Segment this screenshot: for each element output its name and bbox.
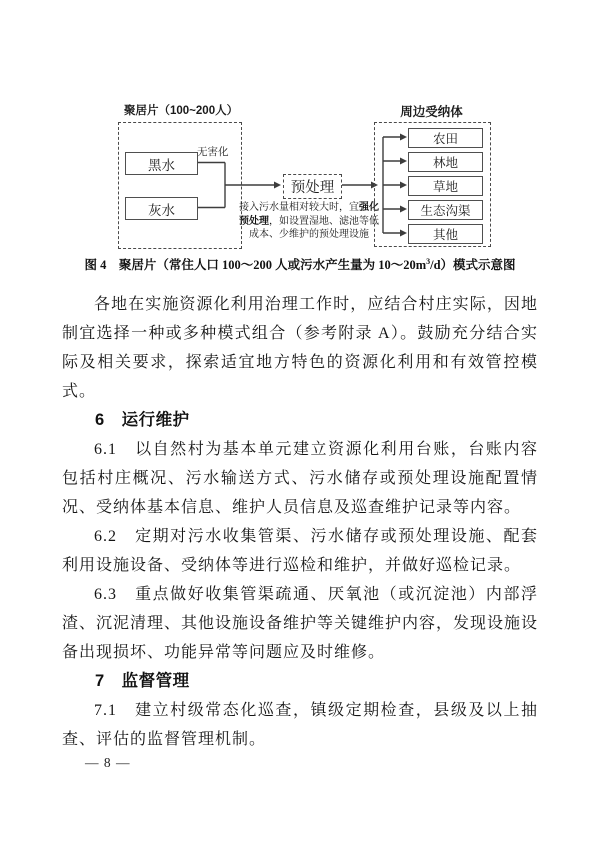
section-7-heading: 7 监督管理 <box>95 672 190 690</box>
settlement-dashed-box <box>118 122 242 249</box>
note-text: ，如设置湿地、滤池等低 <box>269 215 379 227</box>
caption-text: /d）模式示意图 <box>430 258 516 272</box>
note-text-bold: 强化 <box>359 202 379 213</box>
caption-superscript: 3 <box>426 256 431 266</box>
note-line-2 <box>234 215 384 229</box>
figure-4-diagram <box>0 0 600 255</box>
pretreatment-note <box>234 201 384 242</box>
section-6-heading: 6 运行维护 <box>95 411 190 429</box>
figure-caption <box>0 255 600 273</box>
pretreatment-box: 预处理 <box>283 174 342 199</box>
clause-7-1: 7.1 建立村级常态化巡查，镇级定期检查，县级及以上抽查、评估的监督管理机制。 <box>62 702 538 748</box>
clause-6-2: 6.2 定期对污水收集管渠、污水储存或预处理设施、配套利用设施设备、受纳体等进行巡检和维护，并做好巡检记录。 <box>62 528 538 574</box>
receptor-box-grassland: 草地 <box>408 176 483 196</box>
graywater-box: 灰水 <box>125 197 198 220</box>
note-line-3 <box>234 228 384 242</box>
receptor-box-forest: 林地 <box>408 152 483 172</box>
clause-6-3: 6.3 重点做好收集管渠疏通、厌氧池（或沉淀池）内部浮渣、沉泥清理、其他设施设备维护等关键维护内容，发现设施设备出现损坏、功能异常等问题应及时维修。 <box>62 586 539 661</box>
left-group-title: 聚居片（100~200人） <box>124 105 239 117</box>
clause-6-1: 6.1 以自然村为基本单元建立资源化利用台账，台账内容包括村庄概况、污水输送方式、污水储存或预处理设施配置情况、受纳体基本信息、维护人员信息及巡查维护记录等内容。 <box>62 441 538 516</box>
harmless-treatment-label: 无害化 <box>197 146 229 158</box>
intro-paragraph: 各地在实施资源化利用治理工作时，应结合村庄实际，因地制宜选择一种或多种模式组合（参考附录 A）。鼓励充分结合实际及相关要求，探索适宜地方特色的资源化利用和有效管控模式。 <box>62 296 538 400</box>
note-text: 成本、少维护的预处理设施 <box>249 229 369 240</box>
page-number: — 8 — <box>85 755 131 770</box>
note-text: 接入污水量相对较大时，宜 <box>239 202 359 213</box>
receptor-box-farmland: 农田 <box>408 128 483 148</box>
receptor-box-eco-ditch: 生态沟渠 <box>408 200 483 220</box>
note-line-1 <box>234 201 384 215</box>
right-group-title: 周边受纳体 <box>400 105 463 119</box>
note-text-bold: 预处理 <box>239 215 269 227</box>
blackwater-box: 黑水 <box>125 152 198 175</box>
body-text <box>62 290 538 754</box>
receptor-box-other: 其他 <box>408 224 483 244</box>
caption-text: 图 4 聚居片（常住人口 100～200 人或污水产生量为 10～20m <box>84 258 427 272</box>
